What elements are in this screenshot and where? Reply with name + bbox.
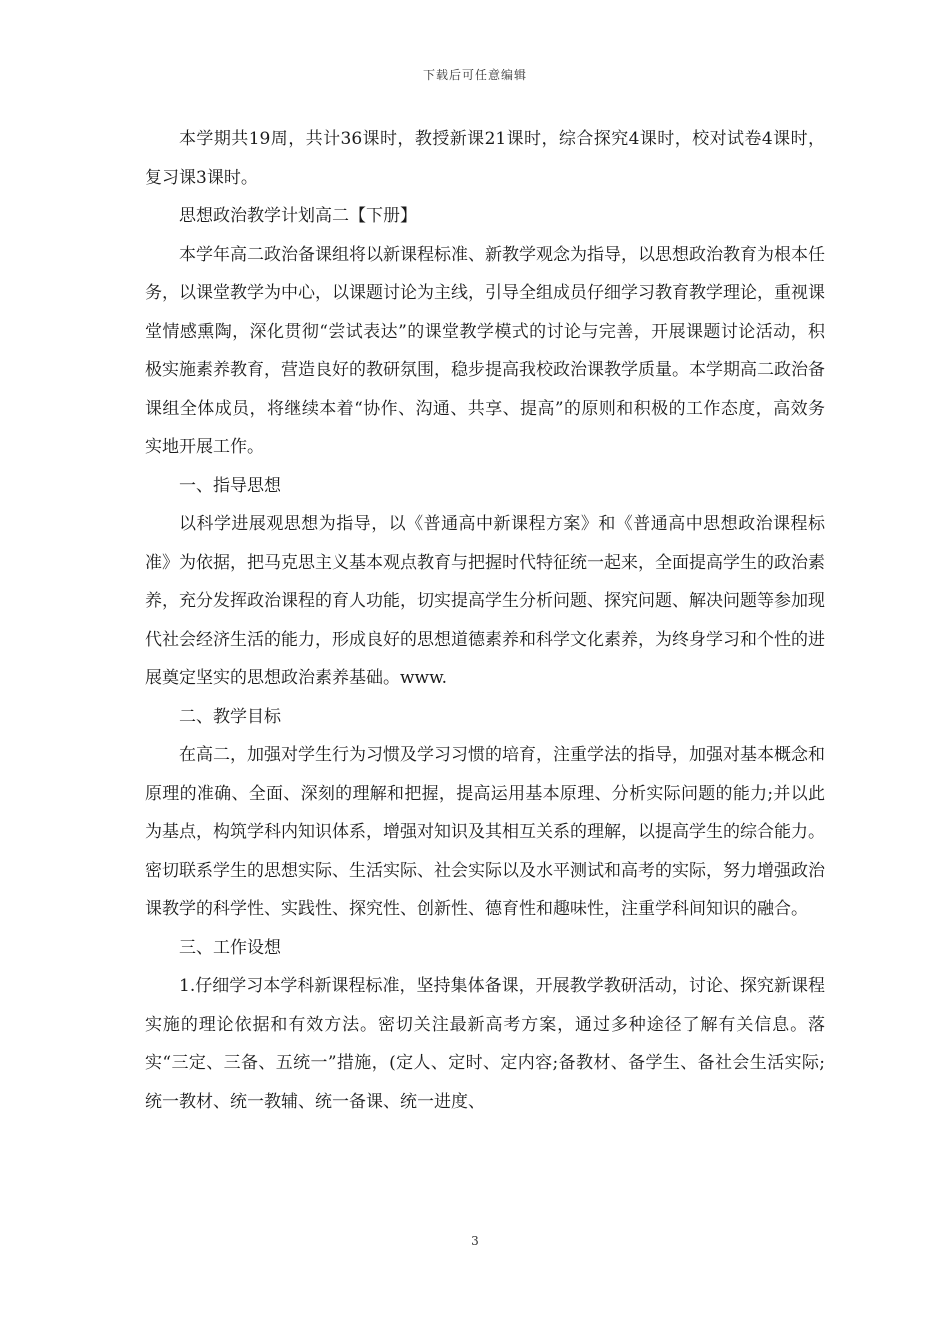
paragraph-work-plan-item-1: 1.仔细学习本学科新课程标准，坚持集体备课，开展教学教研活动，讨论、探究新课程实施的理论依据和有效方法。密切关注最新高考方案，通过多种途径了解有关信息。落实“三定、三备、五统一”措施，(定人、定时、定内容;备教材、备学生、备社会生活实际;统一教材、统一教辅、统一备课、统一进度、 <box>145 976 825 1112</box>
paragraph-schedule: 本学期共19周，共计36课时，教授新课21课时，综合探究4课时，校对试卷4课时，复习课3课时。 <box>145 129 825 188</box>
section-heading-teaching-goals: 二、教学目标 <box>179 706 281 727</box>
document-body <box>145 120 825 1121</box>
page-header: 下载后可任意编辑 <box>422 68 527 82</box>
section-heading-plan-title: 思想政治教学计划高二【下册】 <box>179 206 417 226</box>
paragraph-intro: 本学年高二政治备课组将以新课程标准、新教学观念为指导，以思想政治教育为根本任务，以课堂教学为中心，以课题讨论为主线，引导全组成员仔细学习教育教学理论，重视课堂情感熏陶，深化贯彻“尝试表达”的课堂教学模式的讨论与完善，开展课题讨论活动，积极实施素养教育，营造良好的教研氛围，稳步提高我校政治课教学质量。本学期高二政治备课组全体成员，将继续本着“协作、沟通、共享、提高”的原则和积极的工作态度，高效务实地开展工作。 <box>145 244 825 457</box>
page-number: 3 <box>471 1234 479 1248</box>
paragraph-guiding-ideology: 以科学进展观思想为指导，以《普通高中新课程方案》和《普通高中思想政治课程标准》为依据，把马克思主义基本观点教育与把握时代特征统一起来，全面提高学生的政治素养，充分发挥政治课程的育人功能，切实提高学生分析问题、探究问题、解决问题等参加现代社会经济生活的能力，形成良好的思想道德素养和科学文化素养，为终身学习和个性的进展奠定坚实的思想政治素养基础。www. <box>145 514 825 688</box>
section-heading-guiding-ideology: 一、指导思想 <box>179 475 281 496</box>
section-heading-work-plan: 三、工作设想 <box>179 937 281 958</box>
paragraph-teaching-goals: 在高二，加强对学生行为习惯及学习习惯的培育，注重学法的指导，加强对基本概念和原理的准确、全面、深刻的理解和把握，提高运用基本原理、分析实际问题的能力;并以此为基点，构筑学科内知识体系，增强对知识及其相互关系的理解，以提高学生的综合能力。密切联系学生的思想实际、生活实际、社会实际以及水平测试和高考的实际，努力增强政治课教学的科学性、实践性、探究性、创新性、德育性和趣味性，注重学科间知识的融合。 <box>145 745 825 919</box>
